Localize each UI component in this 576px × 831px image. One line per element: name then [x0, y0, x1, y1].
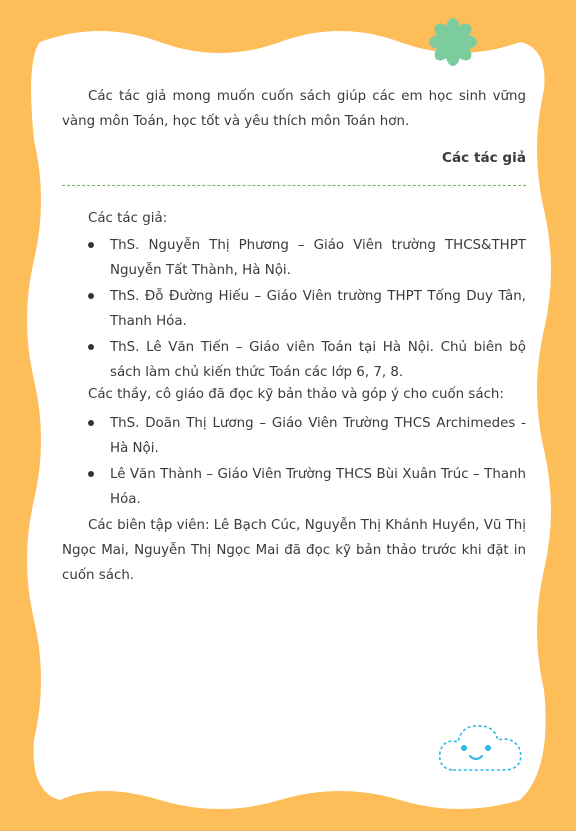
list-item — [62, 411, 526, 461]
author-text: ThS. Lê Văn Tiến – Giáo viên Toán tại Hà Nội. Chủ biên bộ sách làm chủ kiến thức Toán các lớp 6, 7, 8. — [110, 340, 526, 380]
list-item — [62, 233, 526, 283]
list-item — [62, 335, 526, 385]
authors-list — [62, 233, 526, 386]
author-text: ThS. Đỗ Đường Hiếu – Giáo Viên trường THPT Tống Duy Tân, Thanh Hóa. — [110, 289, 526, 329]
authors-heading: Các tác giả: — [88, 211, 168, 226]
signature: Các tác giả — [442, 150, 526, 166]
dashed-divider — [62, 185, 526, 186]
bullet-icon — [88, 420, 94, 426]
editors-paragraph: Các biên tập viên: Lê Bạch Cúc, Nguyễn Thị Khánh Huyền, Vũ Thị Ngọc Mai, Nguyễn Thị Ngọc Mai đã đọc kỹ bản thảo trước khi đặt in cuốn sách. — [62, 518, 526, 583]
reviewers-list — [62, 411, 526, 513]
list-item — [62, 284, 526, 334]
bullet-icon — [88, 344, 94, 350]
reviewer-text: ThS. Doãn Thị Lương – Giáo Viên Trường THCS Archimedes - Hà Nội. — [110, 416, 526, 456]
bullet-icon — [88, 293, 94, 299]
preface-paragraph: Các tác giả mong muốn cuốn sách giúp các em học sinh vững vàng môn Toán, học tốt và yêu thích môn Toán hơn. — [62, 89, 526, 129]
bullet-icon — [88, 242, 94, 248]
bullet-icon — [88, 471, 94, 477]
page-content — [62, 0, 526, 831]
list-item — [62, 462, 526, 512]
author-text: ThS. Nguyễn Thị Phương – Giáo Viên trường THCS&THPT Nguyễn Tất Thành, Hà Nội. — [110, 238, 526, 278]
reviewer-text: Lê Văn Thành – Giáo Viên Trường THCS Bùi Xuân Trúc – Thanh Hóa. — [110, 467, 526, 507]
reviewers-heading: Các thầy, cô giáo đã đọc kỹ bản thảo và góp ý cho cuốn sách: — [88, 387, 504, 402]
